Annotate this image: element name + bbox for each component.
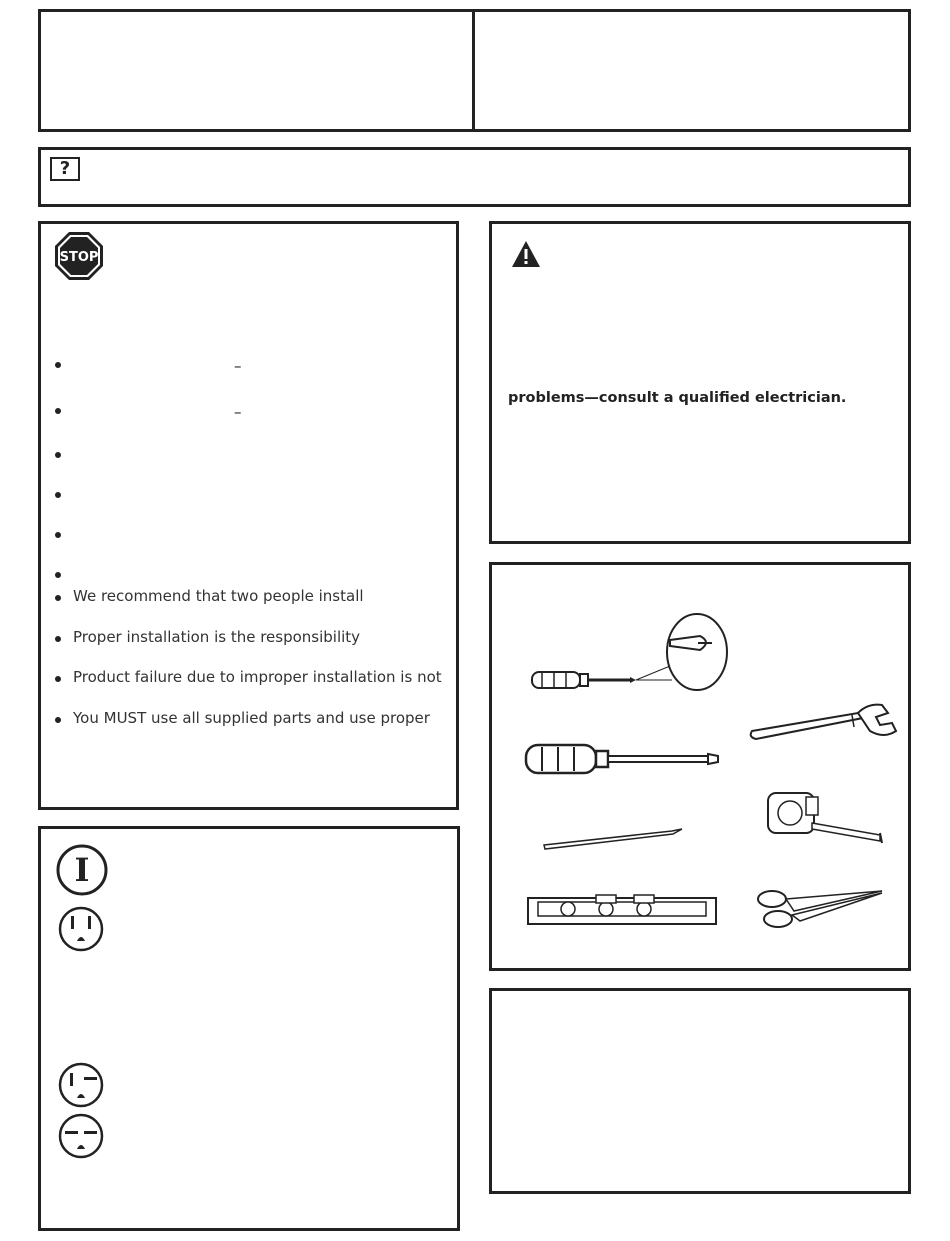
dash-1: – [234,357,242,375]
stop-sign-icon [54,231,104,281]
bullet-text: Proper installation is the responsibility [73,628,361,646]
stop-sign-label: STOP [59,250,99,265]
bullet-dot [55,362,61,368]
help-box [38,147,911,207]
bullet-dot [55,572,61,578]
dash-2: – [234,403,242,421]
outlet-3-prong-icon [57,905,105,953]
header-divider [472,12,475,129]
bullet-text: Product failure due to improper installation is not [73,668,442,686]
electrical-panel [38,826,460,1231]
outlet-15a-icon [57,1061,105,1109]
bullet-dot [55,717,61,723]
bullet-text: You MUST use all supplied parts and use proper [73,709,430,727]
important-icon [55,843,109,897]
tools-panel [489,562,911,971]
warning-panel [489,221,911,544]
warning-triangle-icon [511,240,541,268]
notes-panel [489,988,911,1194]
pencil-icon [542,823,692,853]
bullet-dot [55,452,61,458]
flat-screwdriver-icon [524,741,724,781]
phillips-screwdriver-icon [530,610,740,700]
warning-text: problems—consult a qualified electrician. [508,390,847,406]
bullet-dot [55,676,61,682]
outlet-20a-icon [57,1112,105,1160]
bullet-dot [55,408,61,414]
header-box [38,9,911,132]
level-icon [526,890,726,930]
bullet-text: We recommend that two people install [73,587,364,605]
svg-text:I: I [74,851,90,889]
bullet-dot [55,636,61,642]
adjustable-wrench-icon [748,699,908,749]
bullet-dot [55,532,61,538]
bullet-dot [55,492,61,498]
tape-measure-icon [766,787,896,857]
question-icon: ? [50,157,80,181]
bullet-dot [55,595,61,601]
scissors-icon [754,885,894,935]
stop-panel [38,221,459,810]
